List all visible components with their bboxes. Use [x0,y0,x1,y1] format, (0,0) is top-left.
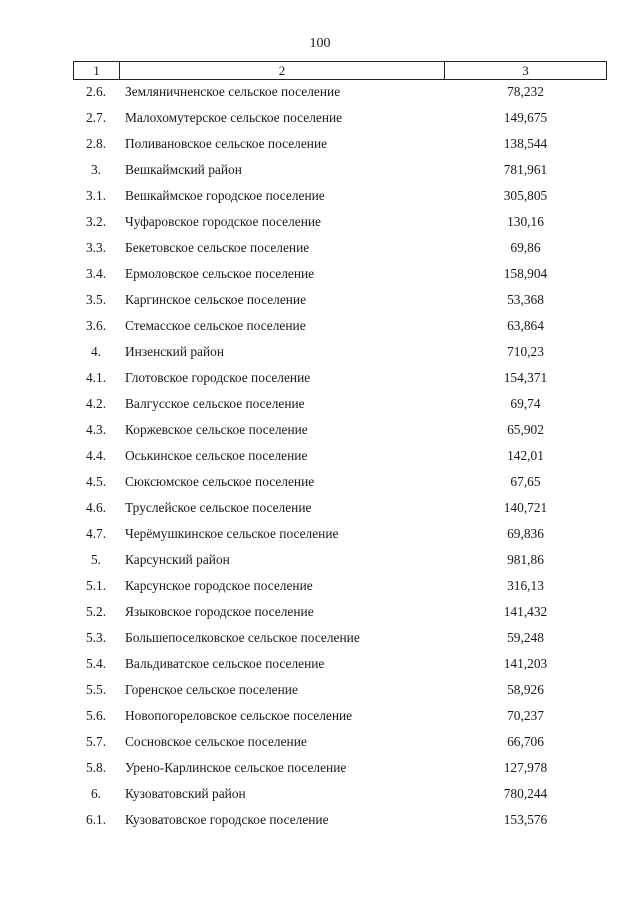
row-value: 141,432 [503,604,548,619]
row-name: Малохомутерское сельское поселение [125,110,343,125]
table-row [73,105,607,131]
row-value: 305,805 [503,188,548,203]
table-row [73,807,607,833]
row-value: 781,961 [503,162,548,177]
row-number: 3. [90,162,102,177]
table-row [73,521,607,547]
row-number: 3.2. [85,214,107,229]
table-row [73,313,607,339]
table-row [73,261,607,287]
row-value: 142,01 [507,448,544,463]
row-name: Труслейское сельское поселение [125,500,312,515]
row-value: 141,203 [503,656,548,671]
table-row [73,651,607,677]
row-name: Бекетовское сельское поселение [125,240,310,255]
row-value: 981,86 [507,552,544,567]
row-number: 5.2. [85,604,107,619]
row-number: 5.5. [85,682,107,697]
header-col-1: 1 [74,62,120,79]
row-number: 6.1. [85,812,107,827]
table-row [73,547,607,573]
row-value: 63,864 [507,318,544,333]
row-value: 316,13 [507,578,544,593]
row-number: 5.7. [85,734,107,749]
row-number: 5.3. [85,630,107,645]
row-name: Новопогореловское сельское поселение [125,708,353,723]
row-value: 138,544 [503,136,548,151]
table-row [73,573,607,599]
row-number: 3.5. [85,292,107,307]
row-name: Языковское городское поселение [125,604,314,619]
row-name: Вешкаймский район [125,162,242,177]
row-number: 4.2. [85,396,107,411]
row-value: 153,576 [503,812,548,827]
table-row [73,365,607,391]
row-name: Карсунское городское поселение [125,578,313,593]
table-row [73,755,607,781]
table-row [73,209,607,235]
table-row [73,599,607,625]
row-number: 3.6. [85,318,107,333]
row-value: 710,23 [507,344,544,359]
row-value: 780,244 [503,786,548,801]
table-row [73,677,607,703]
row-name: Урено-Карлинское сельское поселение [125,760,347,775]
row-value: 78,232 [507,84,544,99]
table-row [73,339,607,365]
row-value: 140,721 [503,500,548,515]
row-name: Глотовское городское поселение [125,370,311,385]
row-value: 65,902 [507,422,544,437]
row-number: 5.6. [85,708,107,723]
row-value: 58,926 [507,682,544,697]
row-value: 149,675 [503,110,548,125]
row-number: 4.7. [85,526,107,541]
table-row [73,417,607,443]
row-name: Сосновское сельское поселение [125,734,307,749]
row-number: 5. [90,552,102,567]
table-row [73,625,607,651]
row-name: Поливановское сельское поселение [125,136,328,151]
row-name: Горенское сельское поселение [125,682,298,697]
row-number: 5.1. [85,578,107,593]
row-value: 69,74 [510,396,541,411]
row-name: Вальдиватское сельское поселение [125,656,325,671]
row-value: 59,248 [507,630,544,645]
row-number: 3.1. [85,188,107,203]
table-row [73,183,607,209]
row-number: 2.7. [85,110,107,125]
row-value: 127,978 [503,760,548,775]
row-number: 2.8. [85,136,107,151]
row-name: Валгусское сельское поселение [125,396,305,411]
row-value: 53,368 [507,292,544,307]
table-row [73,391,607,417]
header-col-2: 2 [120,62,445,79]
table-row [73,729,607,755]
row-number: 2.6. [85,84,107,99]
table-row [73,703,607,729]
table-row [73,781,607,807]
row-number: 5.4. [85,656,107,671]
row-value: 70,237 [507,708,544,723]
row-value: 69,86 [510,240,541,255]
table-header [73,61,607,80]
header-col-3: 3 [522,62,529,78]
row-number: 4. [90,344,102,359]
row-number: 4.4. [85,448,107,463]
row-name: Черёмушкинское сельское поселение [125,526,339,541]
row-number: 5.8. [85,760,107,775]
row-value: 69,836 [507,526,544,541]
row-value: 158,904 [503,266,548,281]
row-name: Оськинское сельское поселение [125,448,308,463]
row-number: 4.5. [85,474,107,489]
row-name: Коржевское сельское поселение [125,422,308,437]
page-number: 100 [309,36,331,51]
table-row [73,235,607,261]
table-body [73,79,607,833]
row-name: Большепоселковское сельское поселение [125,630,360,645]
row-name: Земляничненское сельское поселение [125,84,341,99]
row-value: 66,706 [507,734,544,749]
table-row [73,79,607,105]
table-row [73,443,607,469]
row-name: Стемасское сельское поселение [125,318,306,333]
row-name: Кузоватовское городское поселение [125,812,329,827]
row-name: Кузоватовский район [125,786,246,801]
row-number: 4.3. [85,422,107,437]
row-name: Карсунский район [125,552,230,567]
table-row [73,157,607,183]
row-value: 67,65 [510,474,541,489]
table-row [73,469,607,495]
table-row [73,131,607,157]
row-value: 130,16 [507,214,544,229]
row-number: 4.6. [85,500,107,515]
row-name: Ермоловское сельское поселение [125,266,315,281]
row-name: Каргинское сельское поселение [125,292,307,307]
row-name: Вешкаймское городское поселение [125,188,325,203]
row-name: Сюксюмское сельское поселение [125,474,315,489]
row-number: 4.1. [85,370,107,385]
row-name: Инзенский район [125,344,225,359]
row-value: 154,371 [503,370,548,385]
table-row [73,495,607,521]
row-name: Чуфаровское городское поселение [125,214,321,229]
table-row [73,287,607,313]
row-number: 3.4. [85,266,107,281]
row-number: 3.3. [85,240,107,255]
row-number: 6. [90,786,102,801]
